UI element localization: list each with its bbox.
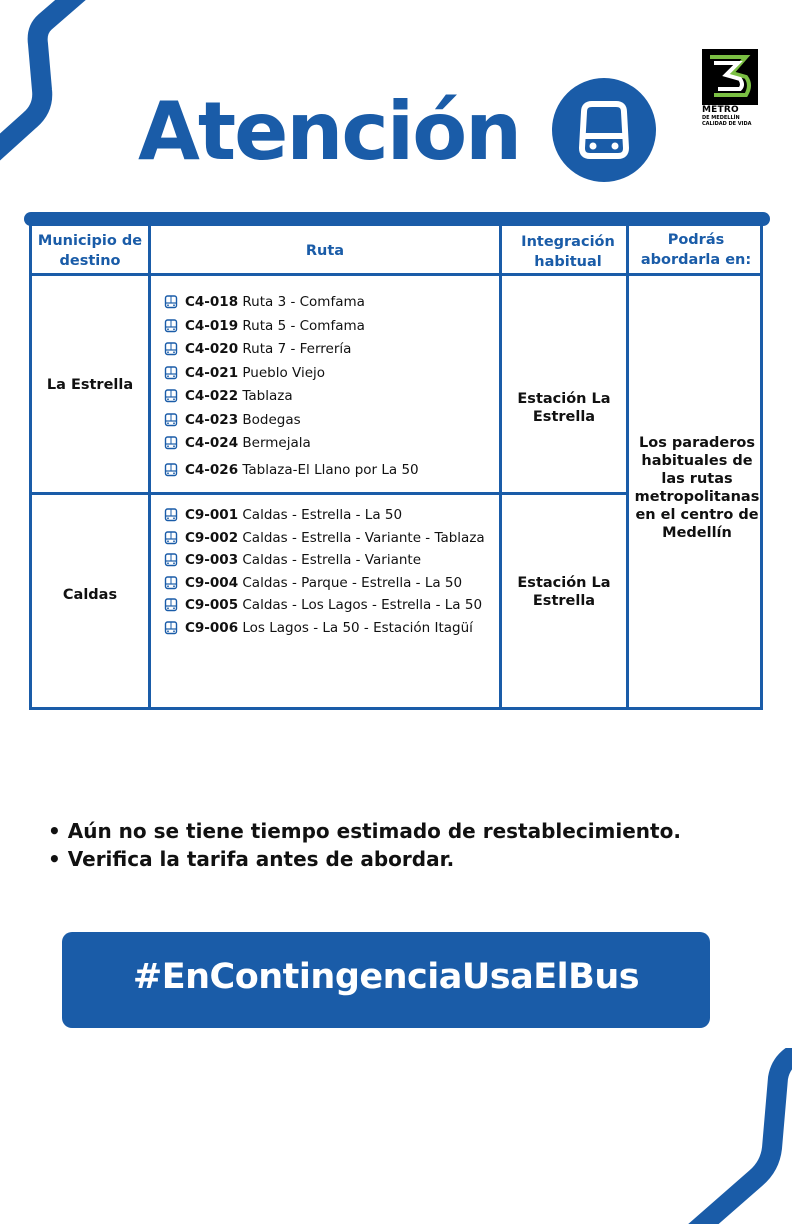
route-item [164,530,494,547]
bus-icon [164,413,178,432]
bus-front-icon [552,78,656,182]
route-item [164,388,494,405]
route-item [164,462,494,479]
route-item [164,575,494,592]
header-municipio: Municipio de destino [37,233,143,269]
route-list-la-estrella [164,294,494,479]
bus-icon [164,576,178,595]
bus-icon [164,342,178,361]
corner-stroke-top-left [0,0,100,170]
route-item [164,620,494,637]
hashtag-banner: #EnContingenciaUsaElBus [62,932,710,1028]
route-name: Caldas - Estrella - La 50 [238,507,403,523]
route-name: Bodegas [238,411,301,428]
bus-icon [164,463,178,482]
page-title: Atención [138,85,521,178]
table-divider [148,224,151,707]
bus-icon [164,553,178,572]
route-code: C9-003 [185,552,239,568]
route-name: Tablaza [238,388,293,404]
route-item [164,318,494,335]
route-name: Los Lagos - La 50 - Estación Itagüí [238,619,473,636]
route-code: C4-018 [185,294,239,310]
route-name: Caldas - Estrella - Variante [238,552,421,568]
route-item [164,365,494,382]
table-header-divider [626,273,763,276]
route-code: C9-004 [185,574,239,591]
bus-icon [164,436,178,455]
integracion-caldas: Estación La Estrella [517,575,611,609]
boarding-points: Los paraderos habituales de las rutas metropolitanas en el centro de Medellín [634,435,760,541]
bus-icon [164,389,178,408]
route-list-caldas [164,507,494,637]
route-name: Caldas - Parque - Estrella - La 50 [238,574,463,591]
route-name: Ruta 5 - Comfama [238,317,365,334]
header-abordar: Podrás abordarla en: [640,232,752,268]
route-name: Caldas - Estrella - Variante - Tablaza [238,529,485,546]
route-code: C9-002 [185,529,239,546]
logo-line-1: METRO [702,105,739,115]
table-divider [626,224,629,707]
logo-line-3: CALIDAD DE VIDA [702,121,752,127]
corner-stroke-bottom-right [672,1048,792,1224]
route-name: Pueblo Viejo [238,364,326,381]
route-code: C4-021 [185,364,239,381]
note-tarifa: • Verifica la tarifa antes de abordar. [48,847,455,871]
route-code: C4-026 [185,461,239,478]
route-code: C9-001 [185,507,239,523]
route-item [164,294,494,311]
bus-icon [164,319,178,338]
header-integracion: Integración habitual [521,234,615,270]
route-item [164,341,494,358]
route-code: C4-020 [185,341,239,357]
route-code: C9-005 [185,597,239,613]
route-code: C9-006 [185,619,239,636]
municipio-caldas: Caldas [62,587,118,603]
route-name: Tablaza-El Llano por La 50 [238,461,419,478]
route-name: Ruta 7 - Ferrería [238,341,352,357]
metro-medellin-logo [702,49,758,128]
route-code: C4-022 [185,388,239,404]
header-ruta: Ruta [305,243,345,259]
route-name: Caldas - Los Lagos - Estrella - La 50 [238,597,483,613]
route-item [164,412,494,429]
bus-icon [164,621,178,640]
route-item [164,552,494,569]
bus-icon [164,531,178,550]
route-name: Ruta 3 - Comfama [238,294,365,310]
routes-table [29,224,763,710]
route-name: Bermejala [238,435,311,451]
table-row-divider [32,492,626,495]
note-restablecimiento: • Aún no se tiene tiempo estimado de restablecimiento. [48,819,681,843]
route-item [164,597,494,614]
bus-icon [164,295,178,314]
table-header-divider [32,273,626,276]
integracion-la-estrella: Estación La Estrella [517,391,611,425]
table-divider [499,224,502,707]
route-code: C4-019 [185,317,239,334]
route-code: C4-024 [185,435,239,451]
notes [48,817,681,873]
route-item [164,435,494,452]
bus-icon [164,508,178,527]
route-code: C4-023 [185,411,239,428]
municipio-la-estrella: La Estrella [46,377,134,393]
route-item [164,507,494,524]
bus-icon [164,366,178,385]
bus-icon [164,598,178,617]
logo-line-2: DE MEDELLÍN [702,115,740,121]
